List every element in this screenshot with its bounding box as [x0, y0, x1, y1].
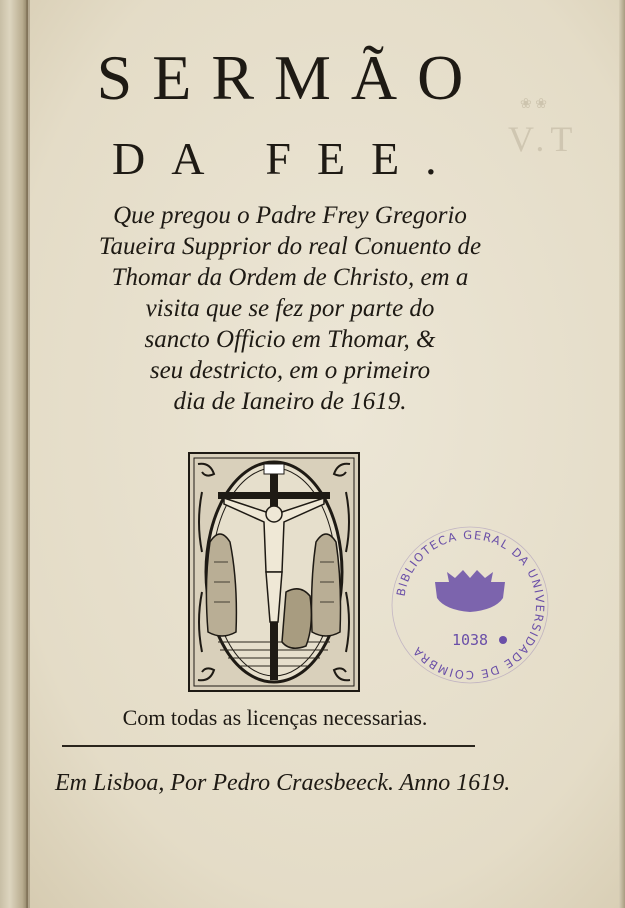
description-line: Taueira Supprior do real Conuento de — [98, 233, 482, 260]
page-subtitle: DA FEE. — [112, 133, 463, 184]
library-stamp — [385, 520, 555, 690]
description-line: visita que se fez por parte do — [145, 295, 435, 322]
coat-of-arms-icon — [435, 570, 505, 612]
description-line: sancto Officio em Thomar, & — [144, 326, 436, 353]
stamp-number: 1038 — [451, 631, 489, 649]
description-line: dia de Ianeiro de 1619. — [173, 388, 407, 415]
book-spine — [0, 0, 28, 908]
crucifixion-woodcut — [188, 452, 360, 692]
spine-shadow — [26, 0, 30, 908]
faded-ornament: ❀ ❀ — [520, 97, 547, 112]
description-line: Que pregou o Padre Frey Gregorio — [113, 202, 467, 229]
sermon-description — [40, 200, 540, 417]
imprint-line: Em Lisboa, Por Pedro Craesbeeck. Anno 1619. — [55, 770, 511, 796]
licence-line: Com todas as licenças necessarias. — [122, 705, 428, 730]
stamp-text: BIBLIOTECA GERAL DA UNIVERSIDADE DE COIMBRA — [393, 527, 548, 683]
faded-watermark: V.T — [508, 119, 579, 159]
horizontal-rule — [62, 745, 475, 747]
page-edge — [619, 0, 625, 908]
description-line: seu destricto, em o primeiro — [149, 357, 431, 384]
description-line: Thomar da Ordem de Christo, em a — [111, 264, 469, 291]
page-title: SERMÃO — [96, 42, 484, 113]
